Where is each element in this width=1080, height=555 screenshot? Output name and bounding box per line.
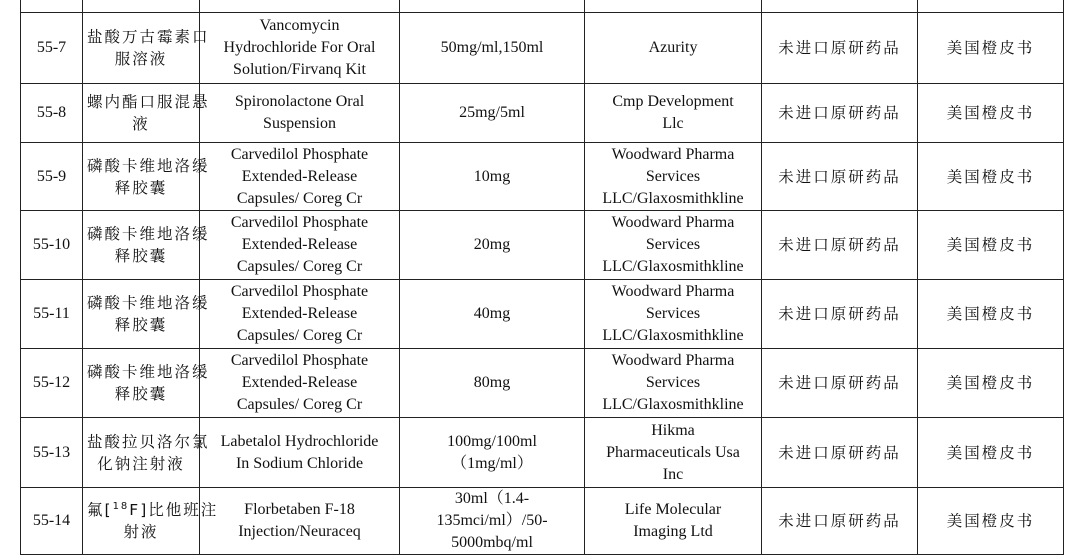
cell-line: In Sodium Chloride: [235, 454, 364, 472]
manufacturer-cell: [585, 13, 762, 84]
cell-line: Spironolactone Oral: [234, 93, 365, 110]
row-id-cell: 55-13: [21, 418, 83, 488]
cell-line: Vancomycin: [259, 17, 340, 34]
drug-name-cn-cell: [83, 143, 210, 211]
drug-name-cn-cell: [83, 0, 200, 13]
drug-name-en-cell: [200, 84, 400, 143]
cell-line: Services: [645, 167, 701, 185]
table-row: [21, 488, 1064, 555]
source-cell: 美国橙皮书: [918, 488, 1064, 555]
drug-name-en-cell: [200, 211, 400, 280]
row-id-cell: 55-11: [21, 280, 83, 349]
cell-line: 80mg: [473, 374, 511, 391]
cell-line: 化钠注射液: [97, 454, 185, 473]
cell-line: （1mg/ml）: [451, 454, 533, 472]
cell-line: LLC/Glaxosmithkline: [602, 258, 744, 275]
table-body: [21, 0, 1064, 555]
cell-line: 释胶囊: [114, 385, 168, 403]
source-cell: 美国橙皮书: [918, 280, 1064, 349]
table-row: [21, 13, 1064, 84]
manufacturer-cell: [585, 488, 762, 555]
category-cell: 未进口原研药品: [762, 211, 918, 280]
cell-line: Services: [645, 374, 701, 391]
cell-line: Capsules/ Coreg Cr: [236, 189, 363, 207]
cell-line: 10mg: [473, 167, 511, 185]
cell-line: Life Molecular: [624, 501, 722, 518]
cell-line: Carvedilol Phosphate: [230, 283, 369, 300]
cell-line: 30ml（1.4-: [454, 490, 530, 507]
drug-list-table: [20, 0, 1064, 555]
drug-name-en-cell: [200, 280, 400, 349]
cell-line: 释胶囊: [114, 316, 168, 334]
table-row: [21, 349, 1064, 418]
cell-line: Pharmaceuticals Usa: [606, 443, 740, 461]
spec-cell: [400, 418, 585, 488]
table-row: [21, 143, 1064, 211]
cell-line: Carvedilol Phosphate: [230, 352, 369, 369]
spec-cell: [400, 211, 585, 280]
row-id-cell: 55-12: [21, 349, 83, 418]
cell-line: 射液: [123, 523, 159, 541]
cell-line: 释胶囊: [114, 178, 168, 197]
drug-name-en-cell: [200, 349, 400, 418]
cell-line: 40mg: [473, 305, 511, 322]
spec-cell: [400, 0, 585, 13]
cell-line: 服溶液: [114, 50, 168, 68]
cell-line: LLC/Glaxosmithkline: [602, 327, 744, 344]
category-cell: 未进口原研药品: [762, 418, 918, 488]
table-row: [21, 280, 1064, 349]
cell-line: 盐酸拉贝洛尔氯: [87, 432, 210, 451]
source-cell: 美国橙皮书: [918, 211, 1064, 280]
manufacturer-cell: [585, 211, 762, 280]
cell-line: Extended-Release: [241, 167, 358, 185]
cell-line: Capsules/ Coreg Cr: [236, 258, 363, 275]
cell-line: Woodward Pharma: [611, 214, 735, 231]
source-cell: 美国橙皮书: [918, 418, 1064, 488]
cell-line: Extended-Release: [241, 305, 358, 322]
category-cell: 未进口原研药品: [762, 349, 918, 418]
spec-cell: [400, 84, 585, 143]
cell-line: 20mg: [473, 236, 511, 253]
manufacturer-cell: [585, 0, 762, 13]
manufacturer-cell: [585, 84, 762, 143]
cell-line: Cmp Development: [612, 93, 734, 110]
cell-line: 磷酸卡维地洛缓: [87, 225, 210, 243]
cell-line: Solution/Firvanq Kit: [233, 61, 366, 78]
cell-line: Carvedilol Phosphate: [230, 214, 369, 231]
table-row: [21, 211, 1064, 280]
cell-line: 25mg/5ml: [459, 104, 525, 121]
drug-name-cn-cell: [83, 13, 210, 84]
category-cell: [762, 0, 918, 13]
cell-line: 5000mbq/ml: [451, 534, 533, 551]
row-id-cell: 55-9: [21, 143, 83, 211]
table-row: [21, 0, 1064, 13]
drug-name-cn-cell: [83, 349, 210, 418]
drug-name-cn-cell: [83, 488, 219, 555]
row-id-cell: [21, 0, 83, 13]
cell-line: Hydrochloride For Oral: [223, 39, 376, 56]
row-id-cell: 55-10: [21, 211, 83, 280]
cell-line: LLC/Glaxosmithkline: [602, 396, 744, 413]
cell-line: 磷酸卡维地洛缓: [87, 294, 210, 312]
source-cell: 美国橙皮书: [918, 13, 1064, 84]
source-cell: 美国橙皮书: [918, 349, 1064, 418]
spec-cell: [400, 280, 585, 349]
cell-line: Woodward Pharma: [611, 352, 735, 369]
cell-line: Azurity: [648, 39, 698, 56]
cell-line: Injection/Neuraceq: [238, 523, 361, 540]
category-cell: 未进口原研药品: [762, 280, 918, 349]
cell-line: Woodward Pharma: [611, 283, 735, 300]
drug-name-cn-cell: [83, 84, 210, 143]
drug-name-en-cell: [200, 13, 400, 84]
manufacturer-cell: [585, 418, 762, 488]
cell-line: 液: [132, 115, 150, 133]
manufacturer-cell: [585, 143, 762, 211]
cell-line: Extended-Release: [241, 374, 358, 391]
cell-line: 100mg/100ml: [447, 432, 537, 450]
cell-line: Florbetaben F-18: [244, 501, 355, 518]
cell-line: Carvedilol Phosphate: [230, 145, 369, 163]
row-id-cell: 55-14: [21, 488, 83, 555]
source-cell: 美国橙皮书: [918, 143, 1064, 211]
cell-line: Woodward Pharma: [611, 145, 735, 163]
cell-line: Services: [645, 305, 701, 322]
cell-line: Llc: [662, 115, 684, 132]
drug-name-en-cell: [200, 418, 400, 488]
cell-line: Inc: [662, 465, 684, 483]
cell-line: Capsules/ Coreg Cr: [236, 396, 363, 413]
cell-line: 135mci/ml）/50-: [436, 512, 548, 529]
cell-line: Labetalol Hydrochloride: [220, 432, 379, 450]
drug-name-en-cell: [200, 143, 400, 211]
table-row: [21, 84, 1064, 143]
cell-line: 盐酸万古霉素口: [87, 28, 210, 46]
row-id-cell: 55-8: [21, 84, 83, 143]
row-id-cell: 55-7: [21, 13, 83, 84]
cell-line: 释胶囊: [114, 247, 168, 265]
cell-line: 磷酸卡维地洛缓: [87, 363, 210, 381]
category-cell: 未进口原研药品: [762, 84, 918, 143]
cell-line: 50mg/ml,150ml: [440, 39, 544, 56]
cell-line: Imaging Ltd: [633, 523, 713, 540]
spec-cell: [400, 13, 585, 84]
cell-line: Hikma: [651, 421, 695, 439]
category-cell: 未进口原研药品: [762, 488, 918, 555]
source-cell: [918, 0, 1064, 13]
spec-cell: [400, 488, 585, 555]
drug-name-cn-cell: [83, 418, 210, 488]
category-cell: 未进口原研药品: [762, 13, 918, 84]
cell-line: 螺内酯口服混悬: [87, 93, 210, 111]
cell-line: 氟[$^{18}$F]比他班注: [87, 500, 219, 519]
cell-line: 磷酸卡维地洛缓: [87, 156, 210, 175]
drug-name-cn-cell: [83, 280, 210, 349]
cell-line: Services: [645, 236, 701, 253]
drug-name-cn-cell: [83, 211, 210, 280]
spec-cell: [400, 143, 585, 211]
drug-name-en-cell: [200, 488, 400, 555]
category-cell: 未进口原研药品: [762, 143, 918, 211]
spec-cell: [400, 349, 585, 418]
source-cell: 美国橙皮书: [918, 84, 1064, 143]
drug-name-en-cell: [200, 0, 400, 13]
manufacturer-cell: [585, 349, 762, 418]
cell-line: LLC/Glaxosmithkline: [602, 189, 744, 207]
table-row: [21, 418, 1064, 488]
cell-line: Extended-Release: [241, 236, 358, 253]
cell-line: Capsules/ Coreg Cr: [236, 327, 363, 344]
manufacturer-cell: [585, 280, 762, 349]
cell-line: Suspension: [263, 115, 336, 132]
